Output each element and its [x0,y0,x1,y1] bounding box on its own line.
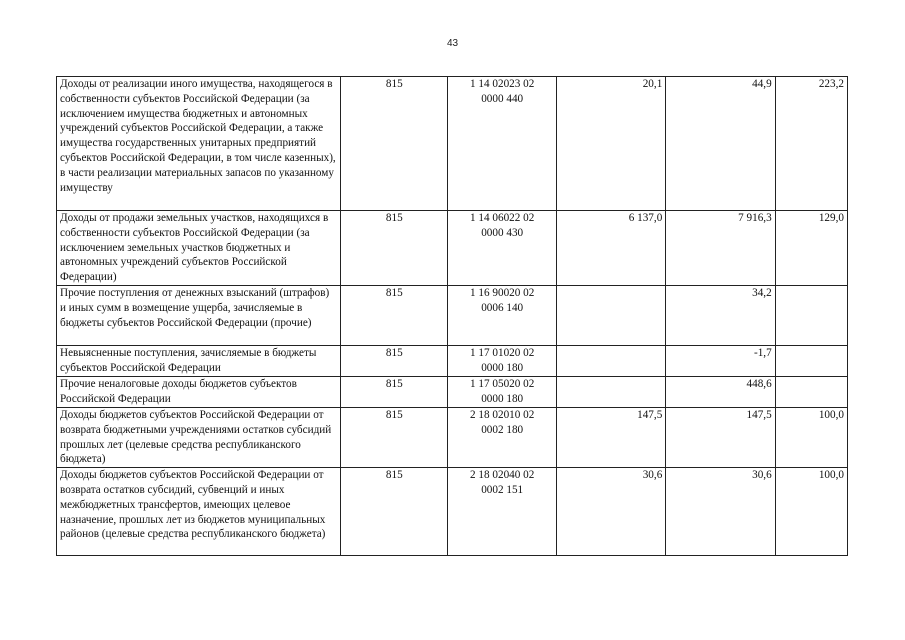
percent-cell: 100,0 [775,407,847,467]
budget-code-part-1: 1 14 02023 02 [470,78,535,90]
table-row [57,345,848,376]
budget-code-part-2: 0002 180 [481,423,524,436]
table-row [57,285,848,345]
revenue-name-cell: Прочие неналоговые доходы бюджетов субъектов Российской Федерации [57,376,341,407]
percent-cell [775,376,847,407]
revenue-name-cell: Доходы бюджетов субъектов Российской Федерации от возврата бюджетными учреждениями остатков субсидий прошлых лет (целевые средства республиканского бюджета) [57,407,341,467]
budget-code-cell [448,77,556,211]
budget-code-part-1: 2 18 02010 02 [470,408,535,421]
percent-cell: 223,2 [775,77,847,211]
plan-value-cell: 6 137,0 [556,211,665,286]
admin-code-cell: 815 [341,376,448,407]
actual-value-cell: 7 916,3 [666,211,775,286]
actual-value-cell: 147,5 [666,407,775,467]
actual-value-cell: 34,2 [666,285,775,345]
revenue-name-cell: Доходы от продажи земельных участков, находящихся в собственности субъектов Российской Федерации (за исключением земельных участков бюджетных и автономных учреждений субъектов Российской Федерации) [57,211,341,286]
table-row [57,376,848,407]
percent-cell [775,345,847,376]
budget-code-cell [448,345,556,376]
plan-value-cell [556,376,665,407]
budget-code-part-1: 1 16 90020 02 [470,286,535,299]
budget-code-part-2: 0006 140 [481,301,524,314]
admin-code-cell: 815 [341,468,448,556]
table-row [57,407,848,467]
budget-code-cell [448,407,556,467]
table-row [57,211,848,286]
budget-code-part-2: 0000 440 [481,92,524,105]
percent-cell: 100,0 [775,468,847,556]
admin-code-cell: 815 [341,211,448,286]
budget-code-part-2: 0002 151 [481,483,524,496]
plan-value-cell: 30,6 [556,468,665,556]
budget-code-part-1: 1 17 01020 02 [470,346,535,359]
admin-code-cell: 815 [341,285,448,345]
budget-code-part-2: 0000 430 [481,226,524,239]
revenue-name-cell: Прочие поступления от денежных взысканий (штрафов) и иных сумм в возмещение ущерба, зачисляемые в бюджеты субъектов Российской Федерации (прочие) [57,285,341,345]
actual-value-cell: 44,9 [666,77,775,211]
plan-value-cell [556,345,665,376]
budget-code-part-1: 2 18 02040 02 [470,469,535,482]
admin-code-cell: 815 [341,407,448,467]
plan-value-cell: 147,5 [556,407,665,467]
budget-code-part-2: 0000 180 [481,392,524,405]
budget-code-cell [448,285,556,345]
budget-code-cell [448,468,556,556]
actual-value-cell: 448,6 [666,376,775,407]
actual-value-cell: 30,6 [666,468,775,556]
budget-code-cell [448,376,556,407]
page-number: 43 [446,38,459,49]
plan-value-cell: 20,1 [556,77,665,211]
percent-cell [775,285,847,345]
revenue-table [56,76,848,556]
admin-code-cell: 815 [341,345,448,376]
budget-code-part-1: 1 17 05020 02 [470,377,535,390]
revenue-name-cell: Невыясненные поступления, зачисляемые в бюджеты субъектов Российской Федерации [57,345,341,376]
budget-code-part-2: 0000 180 [481,361,524,374]
revenue-name-cell: Доходы от реализации иного имущества, находящегося в собственности субъектов Российской Федерации (за исключением имущества бюджетных и автономных учреждений субъектов Российской Федерации, а также имущества государственных унитарных предприятий субъектов Российской Федерации, в том числе казенных), в части реализации материальных запасов по указанному имуществу [57,77,341,211]
budget-code-cell [448,211,556,286]
admin-code-cell: 815 [341,77,448,211]
table-row [57,468,848,556]
table-row [57,77,848,211]
actual-value-cell: -1,7 [666,345,775,376]
plan-value-cell [556,285,665,345]
revenue-name-cell: Доходы бюджетов субъектов Российской Федерации от возврата остатков субсидий, субвенций и иных межбюджетных трансфертов, имеющих целевое назначение, прошлых лет из бюджетов муниципальных районов (целевые средства республиканского бюджета) [57,468,341,556]
percent-cell: 129,0 [775,211,847,286]
budget-code-part-1: 1 14 06022 02 [470,212,535,224]
